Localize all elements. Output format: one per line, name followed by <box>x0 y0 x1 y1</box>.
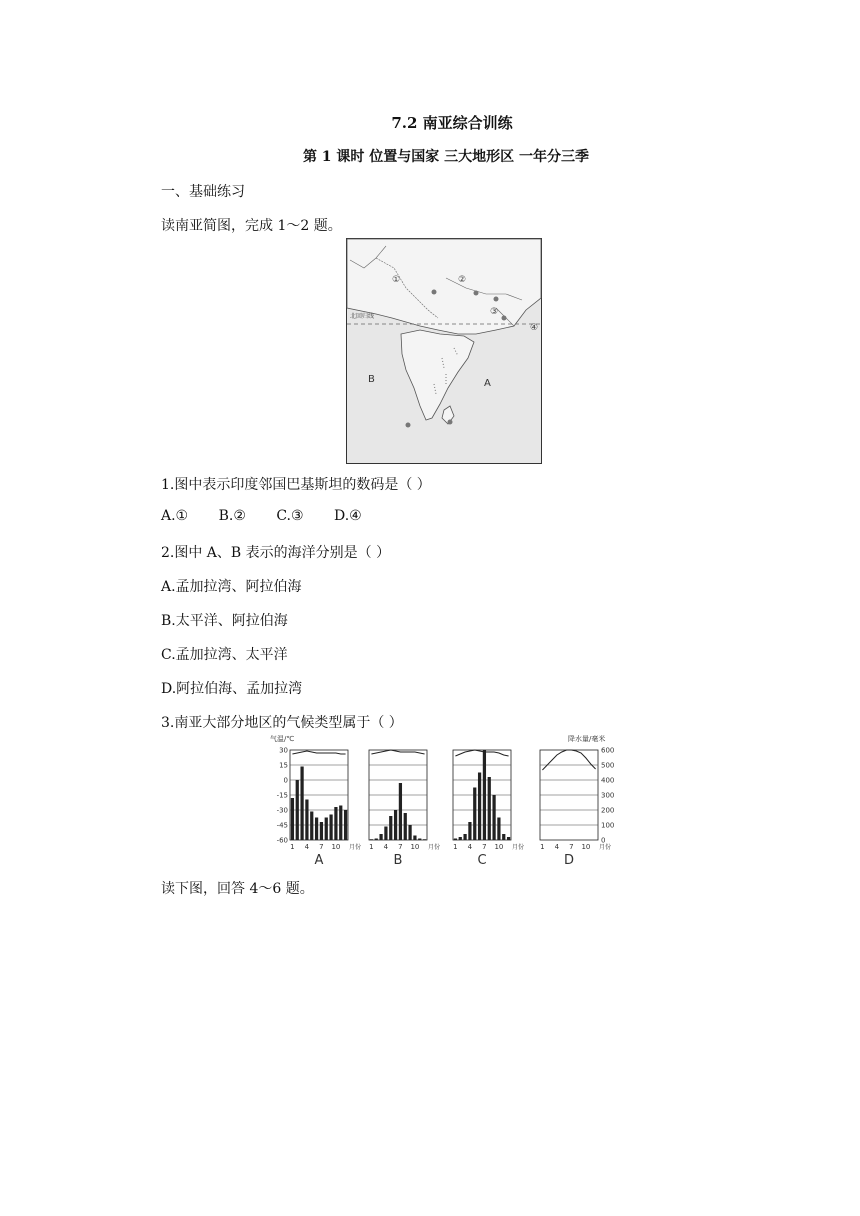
question-1-stem: 1.图中表示印度邻国巴基斯坦的数码是（ ） <box>161 477 431 493</box>
q2-option-b[interactable]: B.太平洋、阿拉伯海 <box>161 613 288 629</box>
month-tick-label: 10 <box>410 843 420 851</box>
south-asia-map <box>346 238 542 464</box>
tropic-label: 北回归线 <box>350 313 375 320</box>
q1-option-b[interactable]: B.② <box>218 508 246 524</box>
month-tick-label: 7 <box>398 843 403 851</box>
month-tick-label: 1 <box>369 843 374 851</box>
month-axis-label: 月份 <box>512 844 525 851</box>
precip-tick-label: 400 <box>601 776 615 785</box>
precip-bar <box>408 825 411 840</box>
precip-bar <box>325 818 328 841</box>
q2-option-c[interactable]: C.孟加拉湾、太平洋 <box>161 647 288 663</box>
month-tick-label: 4 <box>554 843 560 851</box>
q1-option-d[interactable]: D.④ <box>334 508 362 524</box>
precip-bar <box>483 750 486 840</box>
month-tick-label: 7 <box>482 843 487 851</box>
precip-bar <box>339 806 342 841</box>
precip-bar <box>384 827 387 841</box>
q1-option-a[interactable]: A.① <box>161 508 189 524</box>
precip-bar <box>389 816 392 840</box>
panel-name-label: C <box>477 853 487 868</box>
page-title: 7.2 南亚综合训练 <box>391 114 513 132</box>
temp-axis-label: 气温/℃ <box>270 735 295 743</box>
panel-name-label: A <box>314 853 324 868</box>
precip-tick-label: 100 <box>601 821 615 830</box>
precip-bar <box>463 834 466 840</box>
precip-bar <box>320 822 323 840</box>
temperature-line <box>292 751 345 754</box>
month-tick-label: 10 <box>494 843 504 851</box>
precip-tick-label: 500 <box>601 761 615 770</box>
precip-tick-label: 200 <box>601 806 615 815</box>
precip-bar <box>459 837 462 840</box>
month-axis-label: 月份 <box>349 844 362 851</box>
precip-bar <box>379 834 382 840</box>
precip-bar <box>413 836 416 841</box>
month-tick-label: 10 <box>331 843 341 851</box>
month-tick-label: 4 <box>467 843 473 851</box>
q1-option-c[interactable]: C.③ <box>276 508 304 524</box>
month-axis-label: 月份 <box>428 844 441 851</box>
precip-tick-label: 300 <box>601 791 615 800</box>
month-tick-label: 4 <box>304 843 310 851</box>
temperature-line <box>455 750 508 756</box>
map-label-1: ① <box>392 275 401 285</box>
precip-bar <box>394 810 397 840</box>
precip-bar <box>375 839 378 841</box>
charts-intro: 读下图，回答 4～6 题。 <box>161 881 314 897</box>
month-tick-label: 7 <box>319 843 324 851</box>
question-3-stem: 3.南亚大部分地区的气候类型属于（ ） <box>161 715 403 731</box>
precip-bar <box>468 822 471 840</box>
question-2-stem: 2.图中 A、B 表示的海洋分别是（ ） <box>161 545 391 561</box>
precip-bar <box>423 839 426 840</box>
month-tick-label: 10 <box>581 843 591 851</box>
precip-bar <box>478 773 481 841</box>
precip-bar <box>507 837 510 840</box>
precip-tick-label: 0 <box>601 836 606 845</box>
q2-option-d[interactable]: D.阿拉伯海、孟加拉湾 <box>161 681 303 697</box>
temperature-line <box>542 750 595 770</box>
temp-tick-label: -45 <box>276 821 288 830</box>
precip-bar <box>473 788 476 841</box>
month-tick-label: 4 <box>383 843 389 851</box>
month-axis-label: 月份 <box>599 844 612 851</box>
precip-bar <box>399 783 402 840</box>
map-label-b: B <box>368 374 375 385</box>
map-label-3: ③ <box>490 307 499 317</box>
precip-bar <box>305 800 308 841</box>
precip-bar <box>418 839 421 841</box>
temp-tick-label: -30 <box>276 806 288 815</box>
month-tick-label: 1 <box>290 843 295 851</box>
precip-bar <box>344 810 347 840</box>
q2-option-a[interactable]: A.孟加拉湾、阿拉伯海 <box>161 579 302 595</box>
precip-bar <box>370 839 373 840</box>
question-1-options <box>161 508 388 524</box>
map-intro: 读南亚简图，完成 1～2 题。 <box>161 218 342 234</box>
precip-bar <box>492 795 495 840</box>
temp-tick-label: -60 <box>276 836 288 845</box>
map-label-2: ② <box>458 275 467 285</box>
precip-bar <box>291 798 294 840</box>
temp-tick-label: 0 <box>283 776 288 785</box>
map-label-a: A <box>484 378 491 389</box>
temp-tick-label: 30 <box>279 746 288 755</box>
precip-bar <box>488 777 491 840</box>
precip-bar <box>334 807 337 840</box>
month-tick-label: 1 <box>540 843 545 851</box>
section-heading: 一、基础练习 <box>161 184 245 200</box>
precip-axis-label: 降水量/毫米 <box>568 735 606 743</box>
panel-name-label: D <box>563 853 575 868</box>
lesson-subtitle: 第 1 课时 位置与国家 三大地形区 一年分三季 <box>302 149 590 165</box>
panel-name-label: B <box>393 853 403 868</box>
map-label-4: ④ <box>530 323 539 333</box>
climate-charts <box>268 734 618 874</box>
month-tick-label: 7 <box>569 843 574 851</box>
precip-bar <box>404 813 407 840</box>
precip-bar <box>329 815 332 841</box>
precip-bar <box>296 780 299 840</box>
precip-bar <box>300 767 303 841</box>
month-tick-label: 1 <box>453 843 458 851</box>
precip-bar <box>497 818 500 841</box>
precip-bar <box>315 818 318 841</box>
temp-tick-label: 15 <box>279 761 288 770</box>
precip-tick-label: 600 <box>601 746 615 755</box>
temperature-line <box>371 750 424 754</box>
precip-bar <box>454 839 457 841</box>
temp-tick-label: -15 <box>276 791 288 800</box>
precip-bar <box>310 812 313 841</box>
precip-bar <box>502 834 505 840</box>
